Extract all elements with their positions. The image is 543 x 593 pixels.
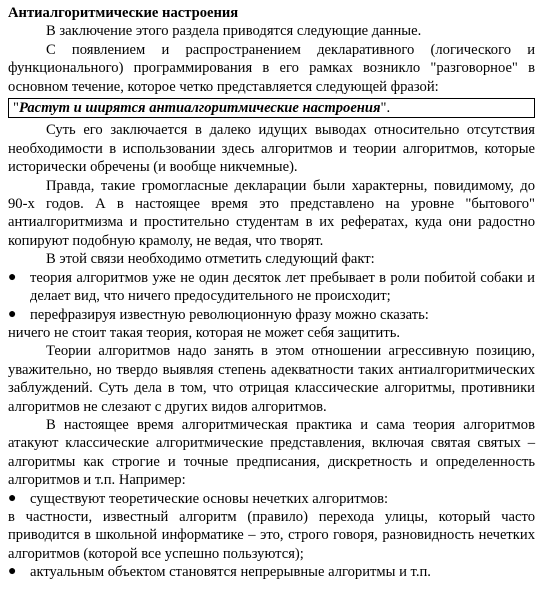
- paragraph-declarations: Правда, такие громогласные декларации были характерны, повидимому, до 90-х годов. А в настоящее время это представлено на уровне "бытового" антиалгоритмизма и простительно студентам в их рефератах, куда они радостно копируют подобную крамолу, не ведая, что творят.: [8, 177, 535, 249]
- paragraph-essence: Суть его заключается в далеко идущих выводах относительно отсутствия необходимости в использовании здесь алгоритмов и теории алгоритмов, которые исторически обречены (и вообще никчемные).: [8, 122, 535, 176]
- section-title: Антиалгоритмические настроения: [8, 5, 239, 21]
- boxed-quote: [8, 98, 535, 118]
- bullet-text: существуют теоретические основы нечетких алгоритмов:: [30, 490, 389, 507]
- paragraph-street-crossing: в частности, известный алгоритм (правило) перехода улицы, который часто приводится в школьной информатике – это, строго говоря, разновидность нечетких алгоритмов (которой все успешно пользуются);: [8, 508, 535, 562]
- paragraph-nothing-worth: ничего не стоит такая теория, которая не может себя защитить.: [8, 324, 401, 341]
- bullet-text: перефразируя известную революционную фразу можно сказать:: [30, 306, 429, 323]
- bullet-text: теория алгоритмов уже не один десяток лет пребывает в роли побитой собаки и делает вид, что ничего предосудительного не происходит;: [30, 269, 535, 305]
- paragraph-declarative: С появлением и распространением декларативного (логического и функционального) программирования в его рамках возникло "разговорное" в основном течение, которое четко представляется следующей фразой:: [8, 41, 535, 95]
- paragraph-fact: В этой связи необходимо отметить следующий факт:: [46, 251, 375, 268]
- paragraph-aggressive-position: Теории алгоритмов надо занять в этом отношении агрессивную позицию, уважительно, но твердо выявляя степень адекватности таких антиалгоритмических заблуждений. Суть дела в том, что отрицая классические алгоритмы, противники алгоритмов не слезают с других видов алгоритмов.: [8, 343, 535, 415]
- paragraph-intro: В заключение этого раздела приводятся следующие данные.: [46, 23, 422, 40]
- bullet-text: актуальным объектом становятся непрерывные алгоритмы и т.п.: [30, 564, 431, 581]
- quote-open-mark: ": [13, 100, 19, 117]
- bullet-icon: ●: [8, 490, 17, 506]
- bullet-item-theory: [8, 269, 535, 306]
- bullet-icon: ●: [8, 564, 17, 580]
- bullet-item-fuzzy: [8, 490, 535, 508]
- bullet-item-paraphrase: [8, 306, 535, 324]
- paragraph-current-practice: В настоящее время алгоритмическая практика и сама теория алгоритмов атакуют классические алгоритмические представления, включая святая святых – алгоритмы как строгие и точные предписания, дискретность и определенность алгоритмов и т.п. Например:: [8, 416, 535, 489]
- quote-text: Растут и ширятся антиалгоритмические настроения: [18, 100, 381, 117]
- bullet-item-continuous: [8, 563, 535, 581]
- quote-close-mark: ".: [380, 100, 391, 117]
- bullet-icon: ●: [8, 306, 17, 322]
- bullet-icon: ●: [8, 269, 17, 285]
